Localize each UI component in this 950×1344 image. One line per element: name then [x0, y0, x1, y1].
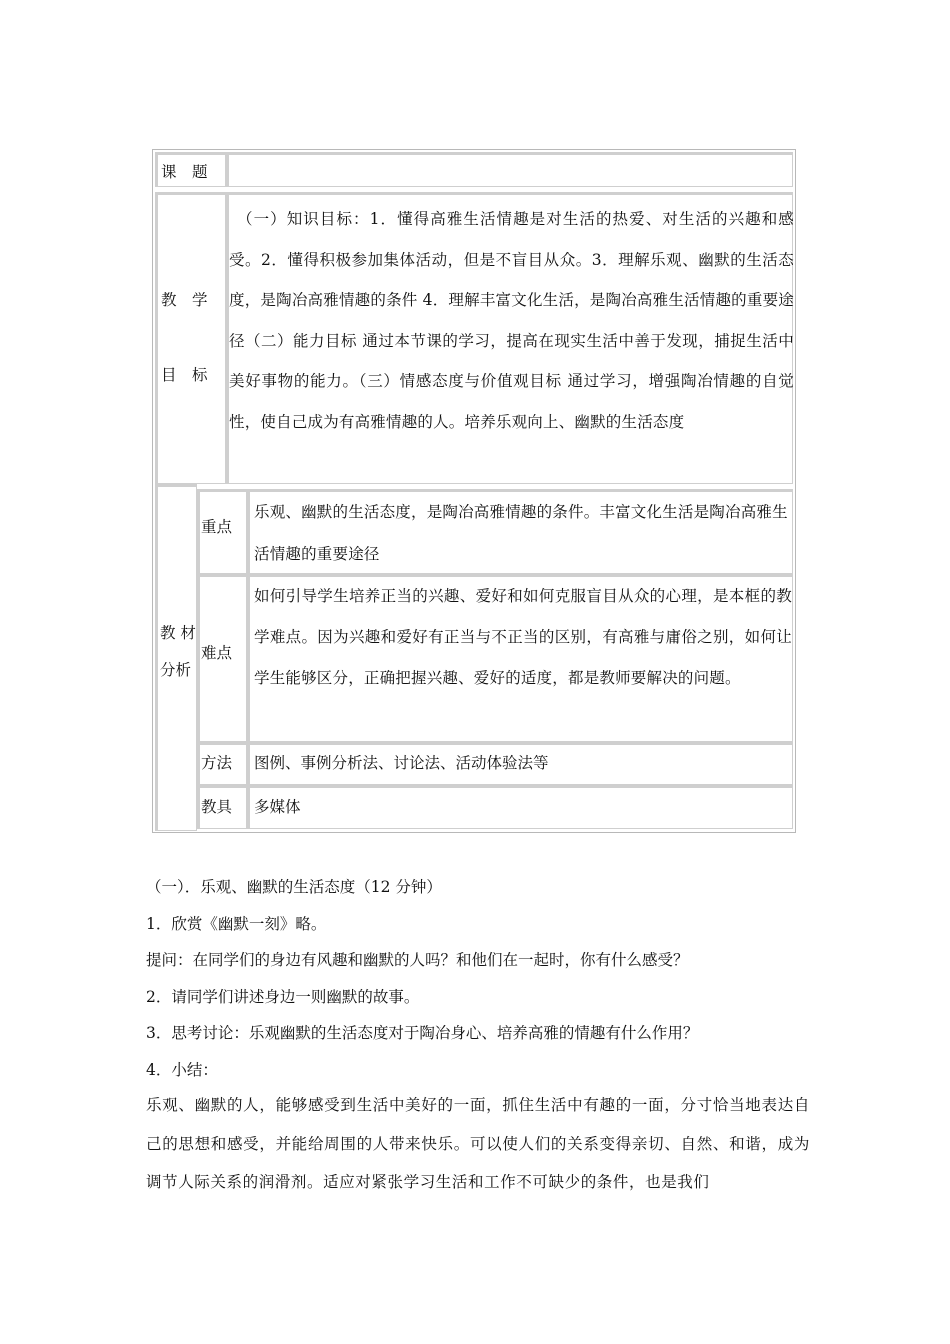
- tools-text: 多媒体: [254, 798, 301, 816]
- item-2: 2．请同学们讲述身边一则幽默的故事。: [146, 988, 420, 1006]
- difficulty-text: 如何引导学生培养正当的兴趣、爱好和如何克服盲目从众的心理，是本框的教学难点。因为兴趣和爱好有正当与不正当的区别，有高雅与庸俗之别，如何让学生能够区分，正确把握兴趣、爱好的适度，都是教师要解决的问题。: [254, 587, 792, 687]
- tools-text-cell: [247, 785, 793, 829]
- key-point-label-cell: [197, 489, 247, 574]
- goals-text-cell: [226, 192, 793, 484]
- difficulty-label: 难点: [201, 644, 233, 662]
- analysis-label-top: 教 材: [160, 624, 196, 642]
- difficulty-label-cell: [197, 574, 247, 742]
- method-label: 方法: [201, 754, 233, 772]
- summary-text: 乐观、幽默的人，能够感受到生活中美好的一面，抓住生活中有趣的一面，分寸恰当地表达自己的思想和感受，并能给周围的人带来快乐。可以使人们的关系变得亲切、自然、和谐，成为调节人际关系的润滑剂。适应对紧张学习生活和工作不可缺少的条件，也是我们: [146, 1096, 810, 1191]
- topic-label: 课 题: [161, 163, 208, 181]
- question-text: 提问：在同学们的身边有风趣和幽默的人吗？和他们在一起时，你有什么感受？: [146, 951, 689, 969]
- method-text: 图例、事例分析法、讨论法、活动体验法等: [254, 754, 549, 772]
- analysis-label-cell: [155, 484, 197, 831]
- item-3: 3．思考讨论：乐观幽默的生活态度对于陶冶身心、培养高雅的情趣有什么作用？: [146, 1024, 699, 1042]
- key-point-label: 重点: [201, 518, 233, 536]
- method-label-cell: [197, 742, 247, 785]
- tools-label-cell: [197, 785, 247, 829]
- goals-label-bottom: 目 标: [161, 366, 208, 384]
- lesson-plan-table: [152, 149, 796, 833]
- item-1: 1．欣赏《幽默一刻》略。: [146, 915, 327, 933]
- difficulty-text-cell: [247, 574, 793, 742]
- topic-value-cell: [226, 152, 793, 187]
- topic-label-cell: [155, 152, 226, 187]
- goals-text: （一）知识目标：1．懂得高雅生活情趣是对生活的热爱、对生活的兴趣和感受。2．懂得积极参加集体活动，但是不盲目从众。3．理解乐观、幽默的生活态度，是陶冶高雅情趣的条件 4．理解丰富文化生活，是陶冶高雅生活情趣的重要途径（二）能力目标 通过本节课的学习，提高在现实生活中善于发现，捕捉生活中美好事物的能力。（三）情感态度与价值观目标 通过学习，增强陶冶情趣的自觉性，使自己成为有高雅情趣的人。培养乐观向上、幽默的生活态度: [229, 210, 794, 431]
- key-point-text-cell: [247, 489, 793, 574]
- goals-label-cell: [155, 192, 226, 484]
- item-4: 4．小结：: [146, 1061, 218, 1079]
- key-point-text: 乐观、幽默的生活态度，是陶冶高雅情趣的条件。丰富文化生活是陶冶高雅生活情趣的重要途径: [254, 503, 788, 563]
- goals-label-top: 教 学: [161, 291, 208, 309]
- method-text-cell: [247, 742, 793, 785]
- tools-label: 教具: [201, 798, 233, 816]
- analysis-label-bottom: 分析: [160, 661, 192, 679]
- section-title: （一）．乐观、幽默的生活态度（12 分钟）: [146, 878, 442, 896]
